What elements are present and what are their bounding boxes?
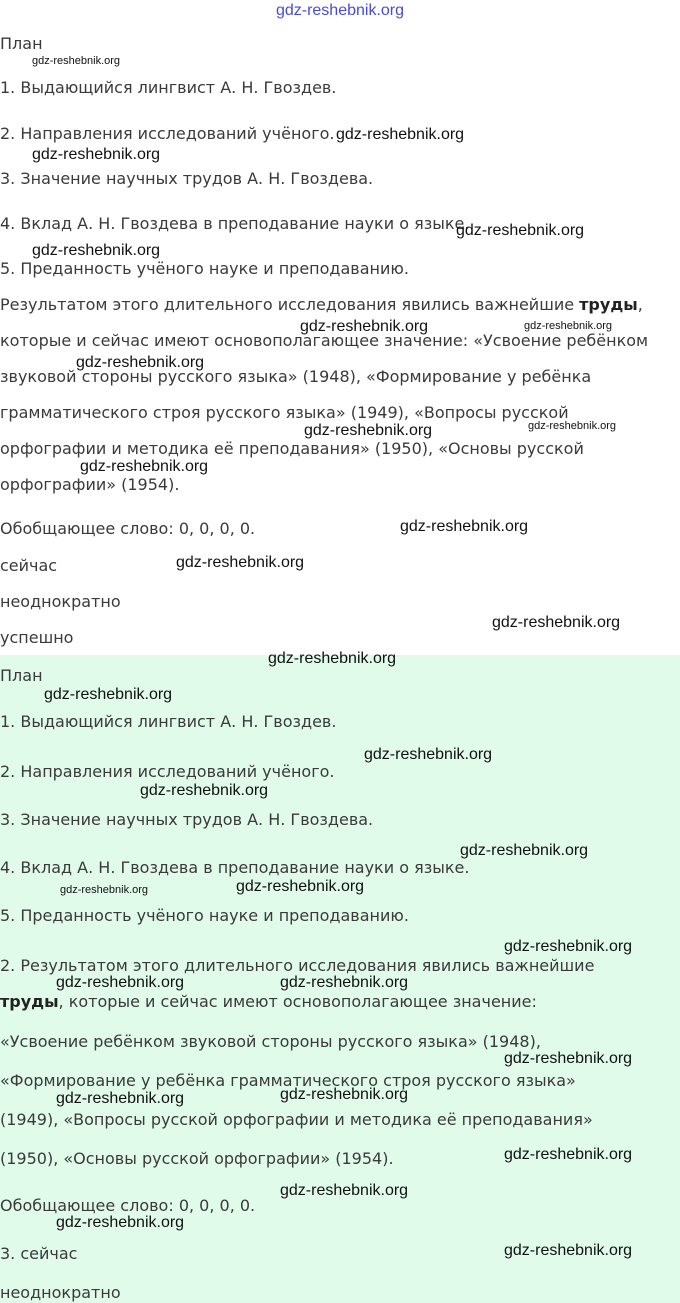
watermark: gdz-reshebnik.org bbox=[32, 242, 161, 259]
word-item: неоднократно bbox=[0, 592, 121, 611]
watermark: gdz-reshebnik.org bbox=[56, 1214, 185, 1231]
plan-title: План bbox=[0, 666, 43, 685]
paragraph-line: грамматического строя русского языка» (1949), «Вопросы русской bbox=[0, 403, 569, 422]
watermark: gdz-reshebnik.org bbox=[524, 320, 613, 332]
paragraph-line: труды, которые и сейчас имеют основополагающее значение: bbox=[0, 992, 537, 1011]
plan-item: 5. Преданность учёного науке и преподаванию. bbox=[0, 259, 409, 278]
watermark: gdz-reshebnik.org bbox=[76, 354, 205, 371]
watermark: gdz-reshebnik.org bbox=[280, 1086, 409, 1103]
watermark: gdz-reshebnik.org bbox=[140, 782, 269, 799]
plan-item: 3. Значение научных трудов А. Н. Гвоздева. bbox=[0, 169, 374, 188]
watermark: gdz-reshebnik.org bbox=[268, 650, 397, 667]
plan-item: 2. Направления исследований учёного. bbox=[0, 762, 335, 781]
watermark: gdz-reshebnik.org bbox=[80, 458, 209, 475]
watermark: gdz-reshebnik.org bbox=[400, 518, 529, 535]
plan-title: План bbox=[0, 34, 43, 53]
plan-item: 4. Вклад А. Н. Гвоздева в преподавание науки о языке. bbox=[0, 858, 470, 877]
watermark: gdz-reshebnik.org bbox=[236, 878, 365, 895]
paragraph-line: 2. Результатом этого длительного исследования явились важнейшие bbox=[0, 956, 595, 975]
paragraph-line: орфографии» (1954). bbox=[0, 475, 180, 494]
watermark: gdz-reshebnik.org bbox=[336, 126, 465, 143]
watermark: gdz-reshebnik.org bbox=[60, 884, 149, 896]
plan-item: 2. Направления исследований учёного. bbox=[0, 124, 335, 143]
paragraph-line: Результатом этого длительного исследования явились важнейшие труды, bbox=[0, 295, 643, 314]
watermark: gdz-reshebnik.org bbox=[176, 554, 305, 571]
paragraph-line: которые и сейчас имеют основополагающее значение: «Усвоение ребёнком bbox=[0, 331, 649, 350]
word-item: сейчас bbox=[0, 556, 58, 575]
watermark: gdz-reshebnik.org bbox=[504, 1242, 633, 1259]
watermark: gdz-reshebnik.org bbox=[456, 222, 585, 239]
site-watermark: gdz-reshebnik.org bbox=[275, 2, 405, 19]
watermark: gdz-reshebnik.org bbox=[504, 1050, 633, 1067]
watermark: gdz-reshebnik.org bbox=[460, 842, 589, 859]
plan-item: 1. Выдающийся лингвист А. Н. Гвоздев. bbox=[0, 712, 337, 731]
general-word: Обобщающее слово: 0, 0, 0, 0. bbox=[0, 519, 256, 538]
watermark: gdz-reshebnik.org bbox=[32, 146, 161, 163]
watermark: gdz-reshebnik.org bbox=[364, 746, 493, 763]
watermark: gdz-reshebnik.org bbox=[300, 318, 429, 335]
watermark: gdz-reshebnik.org bbox=[32, 55, 121, 67]
watermark: gdz-reshebnik.org bbox=[504, 938, 633, 955]
bold-word: труды bbox=[579, 295, 638, 314]
word-item: успешно bbox=[0, 628, 74, 647]
paragraph-line: (1950), «Основы русской орфографии» (1954). bbox=[0, 1149, 394, 1168]
watermark: gdz-reshebnik.org bbox=[56, 974, 185, 991]
paragraph-line: (1949), «Вопросы русской орфографии и методика её преподавания» bbox=[0, 1110, 593, 1129]
paragraph-line: звуковой стороны русского языка» (1948), «Формирование у ребёнка bbox=[0, 367, 592, 386]
word-item: неоднократно bbox=[0, 1283, 121, 1302]
plan-item: 1. Выдающийся лингвист А. Н. Гвоздев. bbox=[0, 78, 337, 97]
watermark: gdz-reshebnik.org bbox=[280, 1182, 409, 1199]
paragraph-line: «Формирование у ребёнка грамматического строя русского языка» bbox=[0, 1071, 576, 1090]
plan-item: 5. Преданность учёного науке и преподаванию. bbox=[0, 906, 409, 925]
watermark: gdz-reshebnik.org bbox=[504, 1146, 633, 1163]
plan-item: 3. Значение научных трудов А. Н. Гвоздева. bbox=[0, 810, 374, 829]
watermark: gdz-reshebnik.org bbox=[304, 422, 433, 439]
word-item: 3. сейчас bbox=[0, 1244, 78, 1263]
watermark: gdz-reshebnik.org bbox=[44, 686, 173, 703]
paragraph-line: «Усвоение ребёнком звуковой стороны русского языка» (1948), bbox=[0, 1032, 541, 1051]
general-word: Обобщающее слово: 0, 0, 0, 0. bbox=[0, 1196, 256, 1215]
watermark: gdz-reshebnik.org bbox=[280, 974, 409, 991]
paragraph-line: орфографии и методика её преподавания» (1950), «Основы русской bbox=[0, 439, 584, 458]
watermark: gdz-reshebnik.org bbox=[56, 1090, 185, 1107]
plan-item: 4. Вклад А. Н. Гвоздева в преподавание науки о языке. bbox=[0, 214, 470, 233]
watermark: gdz-reshebnik.org bbox=[492, 614, 621, 631]
bold-word: труды bbox=[0, 992, 59, 1011]
watermark: gdz-reshebnik.org bbox=[528, 420, 617, 432]
